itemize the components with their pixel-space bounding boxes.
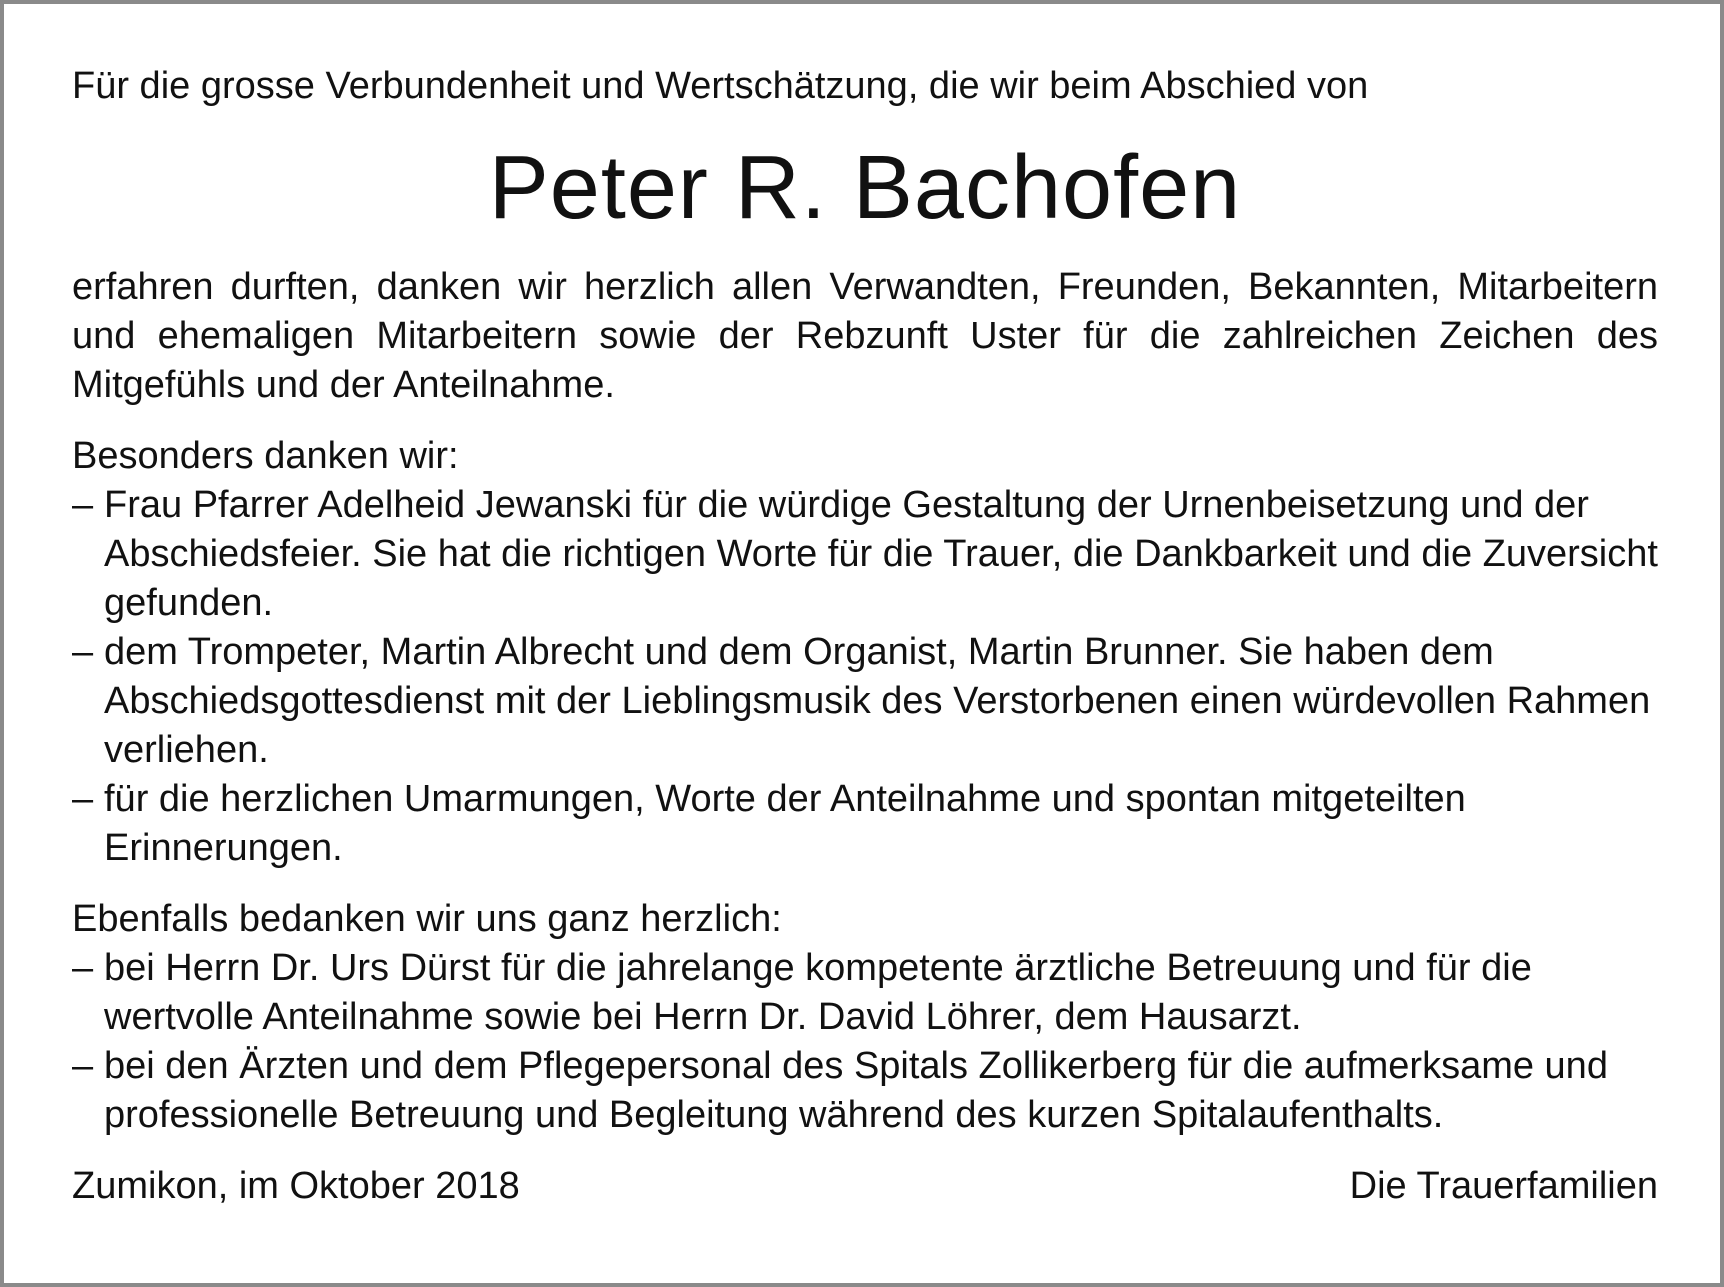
list-item <box>72 481 1658 628</box>
also-thanks-section <box>72 895 1658 1140</box>
deceased-name: Peter R. Bachofen <box>488 138 1242 238</box>
notice-content <box>72 62 1658 1211</box>
list-item-text: dem Trompeter, Martin Albrecht und dem Organist, Martin Brunner. Sie haben dem Abschiedsgottesdienst mit der Lieblingsmusik des Verstorbenen einen würdevollen Rahmen verliehen. <box>104 631 1651 771</box>
special-thanks-list <box>72 481 1658 873</box>
also-thanks-heading: Ebenfalls bedanken wir uns ganz herzlich: <box>72 898 782 940</box>
signature: Die Trauerfamilien <box>1349 1165 1658 1207</box>
thanks-paragraph: erfahren durften, danken wir herzlich allen Verwandten, Freunden, Bekannten, Mitarbeitern und ehemaligen Mitarbeitern sowie der Rebzunft Uster für die zahlreichen Zeichen des Mitgefühls und der Anteilnahme. <box>72 266 1658 406</box>
dash-bullet: – <box>72 778 94 820</box>
footer <box>72 1162 1658 1211</box>
dash-bullet: – <box>72 1045 94 1087</box>
dash-bullet: – <box>72 484 94 526</box>
also-thanks-list <box>72 944 1658 1140</box>
list-item <box>72 944 1658 1042</box>
special-thanks-heading: Besonders danken wir: <box>72 435 459 477</box>
list-item <box>72 775 1658 873</box>
list-item-text: bei Herrn Dr. Urs Dürst für die jahrelange kompetente ärztliche Betreuung und für die wertvolle Anteilnahme sowie bei Herrn Dr. David Löhrer, dem Hausarzt. <box>104 947 1532 1038</box>
list-item <box>72 628 1658 775</box>
list-item-text: bei den Ärzten und dem Pflegepersonal des Spitals Zollikerberg für die aufmerksame und professionelle Betreuung und Begleitung während des kurzen Spitalaufenthalts. <box>104 1045 1608 1136</box>
place-date: Zumikon, im Oktober 2018 <box>72 1165 520 1207</box>
list-item <box>72 1042 1658 1140</box>
dash-bullet: – <box>72 947 94 989</box>
list-item-text: für die herzlichen Umarmungen, Worte der Anteilnahme und spontan mitgeteilten Erinnerungen. <box>104 778 1466 869</box>
intro-text: Für die grosse Verbundenheit und Wertschätzung, die wir beim Abschied von <box>72 65 1369 107</box>
list-item-text: Frau Pfarrer Adelheid Jewanski für die würdige Gestaltung der Urnenbeisetzung und der Abschiedsfeier. Sie hat die richtigen Worte für die Trauer, die Dankbarkeit und die Zuversicht gefunden. <box>104 484 1658 624</box>
dash-bullet: – <box>72 631 94 673</box>
special-thanks-section <box>72 432 1658 873</box>
